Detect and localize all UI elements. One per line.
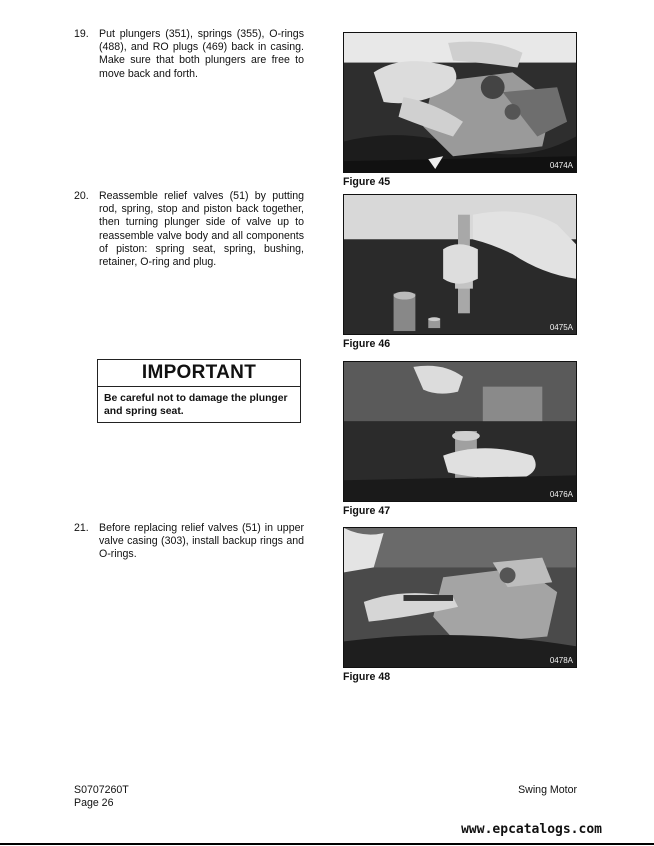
figure-46-photo (343, 194, 577, 335)
figure-46-caption: Figure 46 (343, 338, 391, 350)
step-number: 20. (74, 190, 89, 202)
figure-code: 0476A (549, 490, 573, 499)
figure-48-photo (343, 527, 577, 668)
figure-47-caption: Figure 47 (343, 505, 391, 517)
footer-doc-number: S0707260T (74, 784, 129, 796)
step-number: 21. (74, 522, 89, 534)
figure-45-photo (343, 32, 577, 173)
step-21 (74, 522, 304, 562)
step-20 (74, 190, 304, 269)
footer-page-number: Page 26 (74, 797, 114, 809)
figure-code: 0478A (549, 656, 573, 665)
figure-47-photo (343, 361, 577, 502)
step-text: Reassemble relief valves (51) by putting rod, spring, stop and piston back together, then turning plunger side of valve up to reassemble valve body and all components of piston: spring seat, spring, bushing, retainer, O-ring and plug. (99, 190, 304, 269)
step-text: Before replacing relief valves (51) in upper valve casing (303), install backup rings and O-rings. (99, 522, 304, 561)
figure-48-caption: Figure 48 (343, 671, 391, 683)
figure-45-caption: Figure 45 (343, 176, 391, 188)
step-19 (74, 28, 304, 81)
step-text: Put plungers (351), springs (355), O-rings (488), and RO plugs (469) back in casing. Make sure that both plungers are free to move back and forth. (99, 28, 304, 80)
important-body: Be careful not to damage the plunger and spring seat. (104, 393, 288, 417)
figure-code: 0475A (549, 323, 573, 332)
watermark-link[interactable]: www.epcatalogs.com (461, 822, 602, 837)
figure-code: 0474A (549, 161, 573, 170)
footer-section-title: Swing Motor (518, 784, 577, 796)
bottom-rule (0, 843, 654, 845)
step-number: 19. (74, 28, 89, 40)
important-title: IMPORTANT (98, 360, 300, 387)
important-notice (97, 359, 301, 423)
